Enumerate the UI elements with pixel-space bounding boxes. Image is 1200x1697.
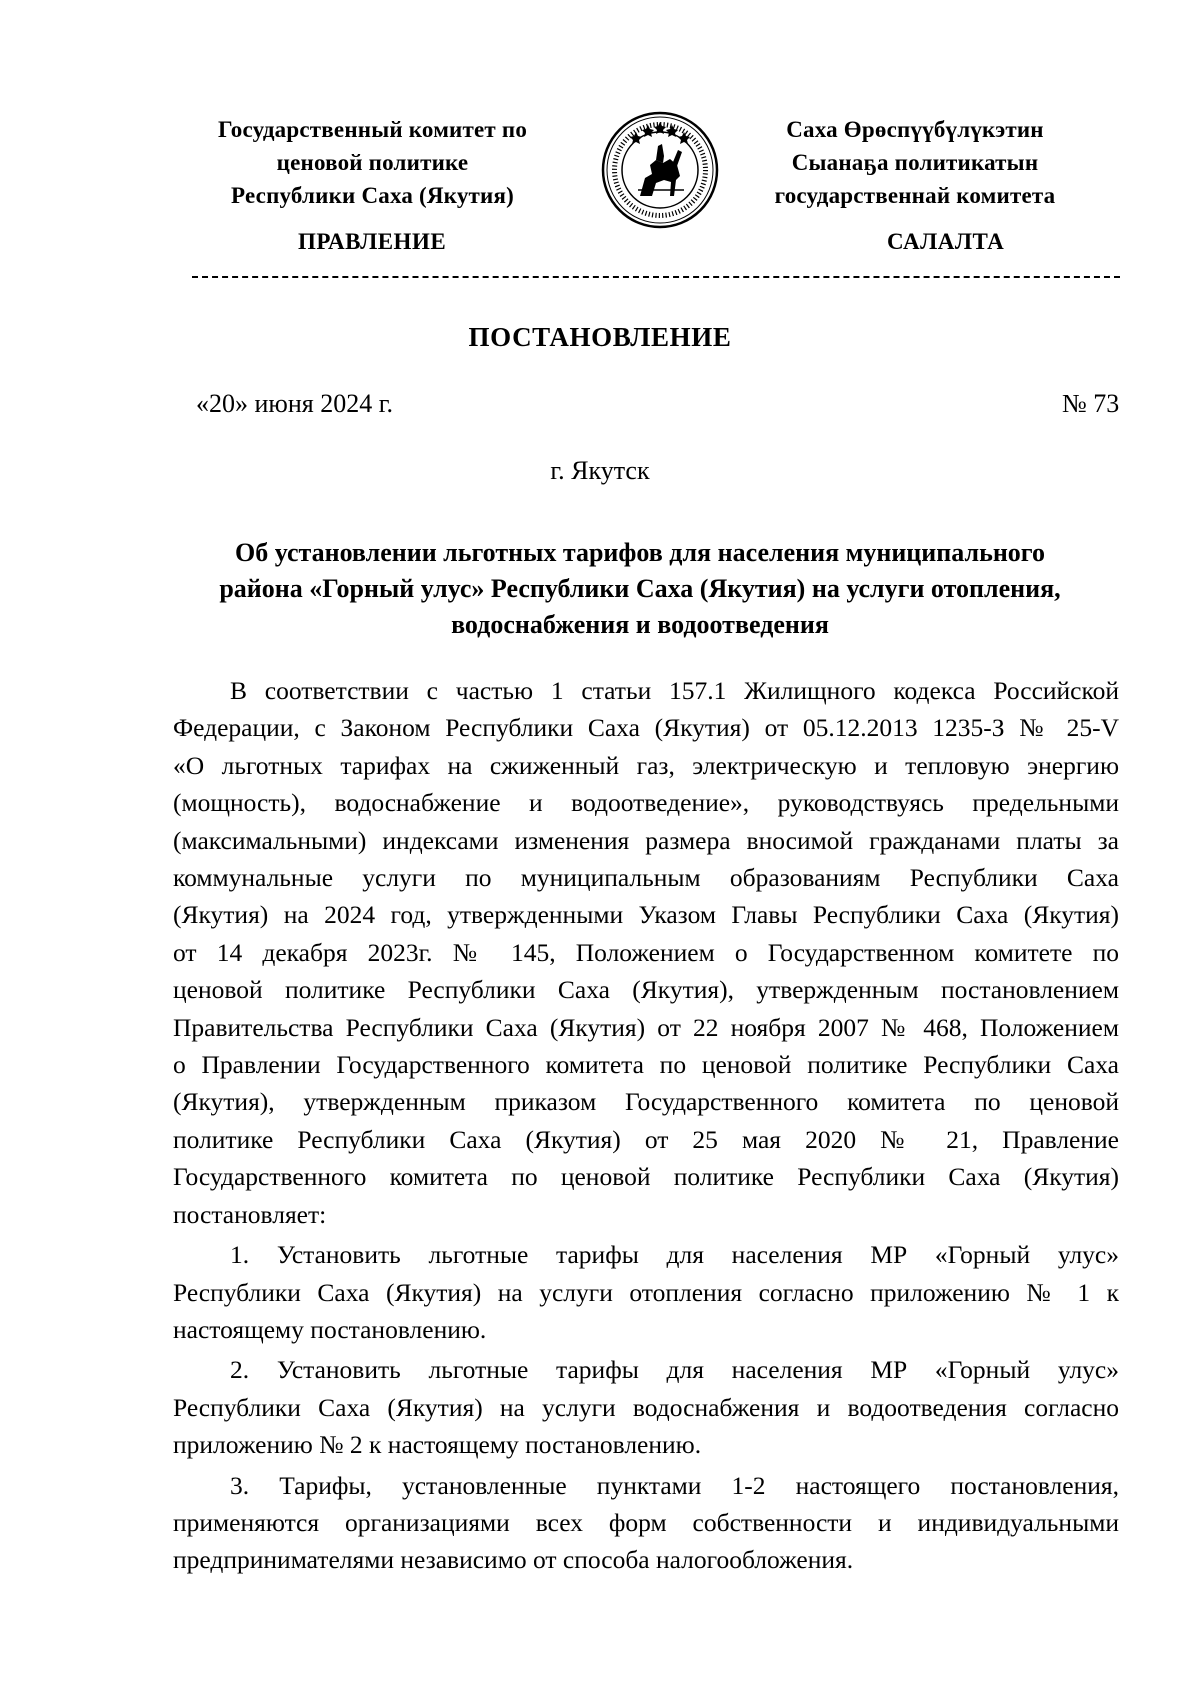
body-line: ценовой политике Республики Саха (Якутия), утвержденным постановлением <box>173 975 1119 1005</box>
body-line: 1. Установить льготные тарифы для населения МР «Горный улус» <box>230 1240 1119 1270</box>
body-line: Республики Саха (Якутия) на услуги отопления согласно приложению № 1 к <box>173 1277 1119 1307</box>
body-line: применяются организациями всех форм собственности и индивидуальными <box>173 1507 1119 1537</box>
body-line: 3. Тарифы, установленные пунктами 1-2 настоящего постановления, <box>230 1470 1119 1500</box>
republic-sakha-emblem-icon <box>600 110 720 230</box>
header-line: Государственный комитет по <box>217 117 528 142</box>
body-line: (Якутия), утвержденным приказом Государственного комитета по ценовой <box>173 1087 1119 1117</box>
title-line: района «Горный улус» Республики Саха (Якутия) на услуги отопления, <box>219 574 1061 603</box>
header-line: Республики Саха (Якутия) <box>231 183 514 208</box>
body-line: Федерации, с Законом Республики Саха (Якутия) от 05.12.2013 1235-З № 25-V <box>173 713 1119 743</box>
header-divider <box>192 276 1120 278</box>
body-line: от 14 декабря 2023г. № 145, Положением о Государственном комитете по <box>173 937 1119 967</box>
document-type: ПОСТАНОВЛЕНИЕ <box>468 322 732 352</box>
body-line: политике Республики Саха (Якутия) от 25 мая 2020 № 21, Правление <box>173 1124 1119 1154</box>
document-title <box>170 535 1110 643</box>
header-line: ценовой политике <box>276 150 469 175</box>
body-line: Правительства Республики Саха (Якутия) от 22 ноября 2007 № 468, Положением <box>173 1012 1119 1042</box>
body-line: Государственного комитета по ценовой политике Республики Саха (Якутия) <box>173 1162 1119 1192</box>
body-line: предпринимателями независимо от способа налогообложения. <box>173 1545 854 1575</box>
header-line: государственнай комитета <box>774 183 1056 208</box>
preamble-paragraph <box>173 672 1119 1233</box>
title-line: водоснабжения и водоотведения <box>451 610 829 639</box>
header-committee-name-ru <box>180 113 565 212</box>
header-line: Сыанаҕа политикатын <box>791 150 1039 175</box>
body-line: (Якутия) на 2024 год, утвержденными Указом Главы Республики Саха (Якутия) <box>173 900 1119 930</box>
body-line: приложению № 2 к настоящему постановлению. <box>173 1430 702 1460</box>
body-line: 2. Установить льготные тарифы для населения МР «Горный улус» <box>230 1355 1119 1385</box>
document-number: № 73 <box>1062 389 1120 418</box>
body-line: (максимальными) индексами изменения размера вносимой гражданами платы за <box>173 825 1119 855</box>
body-line: «О льготных тарифах на сжиженный газ, электрическую и тепловую энергию <box>173 750 1119 780</box>
document-body <box>173 672 1119 1579</box>
header-line: Саха Өрөспүүбүлүкэтин <box>786 117 1044 142</box>
document-date: «20» июня 2024 г. <box>196 389 393 418</box>
body-line: коммунальные услуги по муниципальным образованиям Республики Саха <box>173 863 1119 893</box>
resolution-item-3 <box>173 1467 1119 1579</box>
document-city: г. Якутск <box>550 456 650 485</box>
body-line: В соответствии с частью 1 статьи 157.1 Жилищного кодекса Российской <box>230 676 1119 705</box>
header-committee-name-sah <box>735 113 1095 212</box>
board-label-ru: ПРАВЛЕНИЕ <box>298 229 447 254</box>
title-line: Об установлении льготных тарифов для населения муниципального <box>235 538 1045 567</box>
body-line: постановляет: <box>173 1199 327 1229</box>
resolution-item-2 <box>173 1351 1119 1463</box>
body-line: о Правлении Государственного комитета по ценовой политике Республики Саха <box>173 1050 1119 1080</box>
body-line: настоящему постановлению. <box>173 1314 487 1344</box>
resolution-item-1 <box>173 1236 1119 1348</box>
body-line: (мощность), водоснабжение и водоотведение», руководствуясь предельными <box>173 788 1119 818</box>
body-line: Республики Саха (Якутия) на услуги водоснабжения и водоотведения согласно <box>173 1392 1119 1422</box>
board-label-sah: САЛАЛТА <box>887 229 1005 254</box>
